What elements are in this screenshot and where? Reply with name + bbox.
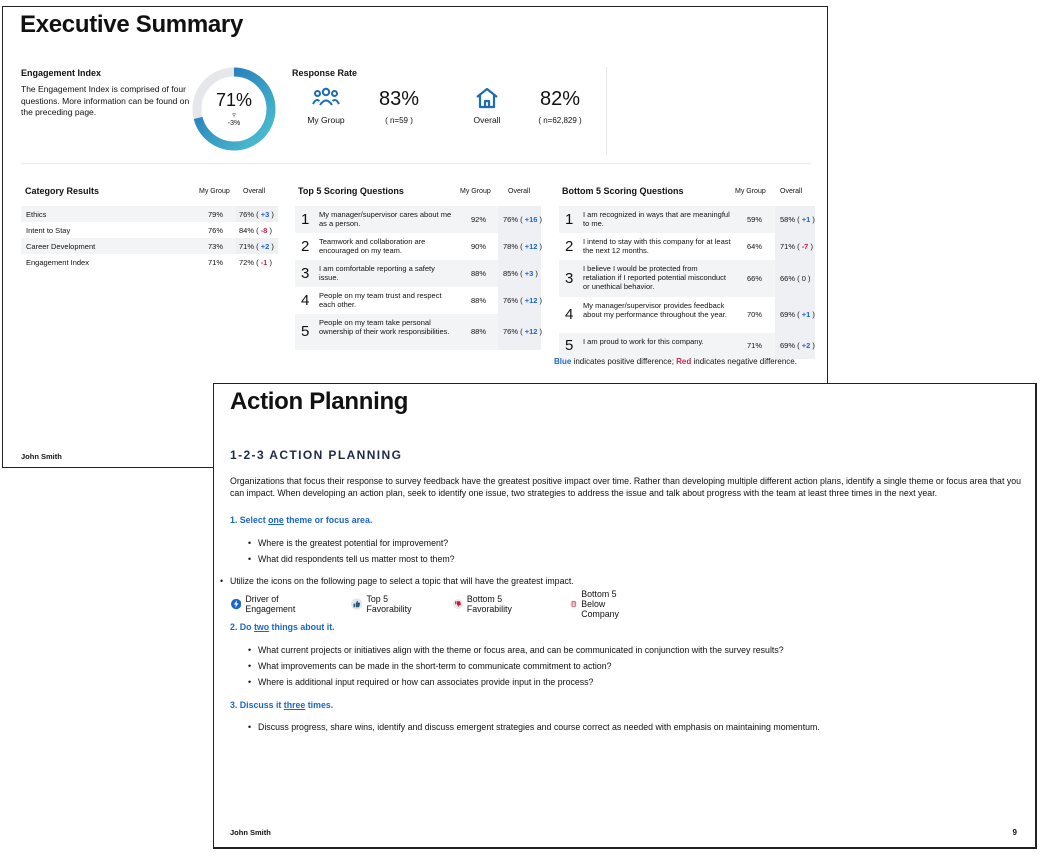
legend-red: Red [676,357,692,366]
lightning-icon [231,596,241,612]
row-label: Ethics [26,210,47,219]
question-number: 4 [301,291,310,309]
table-row [295,287,541,314]
table-row [295,233,541,260]
group-value: 70% [747,310,763,319]
home-icon [473,86,501,110]
question-text: My manager/supervisor provides feedback about my performance throughout the year. [583,301,727,319]
section-heading: 1-2-3 ACTION PLANNING [230,448,403,462]
bottom5-heading: Bottom 5 Scoring Questions [562,186,684,196]
delta-value: +16 [524,214,538,224]
group-value: 76% [208,226,224,235]
table-row [295,206,541,233]
question-number: 3 [565,269,574,287]
overall-value: 72% ( -1 ) [239,258,272,267]
row-label: Career Development [26,242,96,251]
delta-value: +12 [524,327,538,336]
category-results-heading: Category Results [25,186,100,196]
legend-label: Top 5 Favorability [366,594,412,614]
question-text: My manager/supervisor cares about me as a person. [319,210,452,228]
divider [606,67,607,155]
legend-below-company [570,589,628,619]
category-results-table [21,185,278,275]
group-people-icon [312,86,340,110]
group-value: 88% [471,327,487,336]
step-1-heading: 1. Select one theme or focus area. [230,515,373,525]
group-value: 71% [208,258,224,267]
legend-label: Bottom 5 Favorability [466,594,512,614]
overall-value: 66% ( 0 ) [780,273,811,283]
delta-value: 0 [801,273,806,283]
overall-value: 76% ( +16 ) [503,214,543,224]
question-text: People on my team trust and respect each other. [319,291,442,309]
question-number: 1 [301,210,310,228]
legend-label: Driver of Engagement [245,594,296,614]
overall-value: 71% ( +2 ) [239,242,274,251]
engagement-index-description: The Engagement Index is comprised of four questions. More information can be found on the preceding page. [21,84,190,117]
list-item: • What improvements can be made in the short-term to communicate commitment to action? [258,661,612,671]
overall-response-rate: 82% [539,88,581,110]
engagement-index-heading: Engagement Index [21,68,102,78]
table-row [559,333,815,359]
group-value: 88% [471,295,487,305]
row-label: Intent to Stay [26,226,71,235]
overall-label: Overall [473,115,501,125]
delta-value: -7 [801,241,809,251]
question-text: I intend to stay with this company for at least the next 12 months. [583,237,731,255]
response-rate-heading: Response Rate [292,68,358,78]
table-row [21,254,278,270]
overall-value: 76% ( +12 ) [503,327,543,336]
group-value: 59% [747,214,763,224]
table-row [21,206,278,222]
group-value: 88% [471,268,487,278]
question-text: People on my team take personal ownership of their work responsibilities. [319,318,450,336]
table-row [559,260,815,297]
overall-value: 69% ( +2 ) [780,341,815,350]
footer-name: John Smith [21,452,62,461]
group-value: 79% [208,210,224,219]
delta-value: +1 [801,214,811,224]
table-row [559,297,815,333]
top5-questions-table [295,185,541,355]
table-row [21,222,278,238]
overall-value: 71% ( -7 ) [780,241,813,251]
question-text: I am comfortable reporting a safety issue. [319,264,435,282]
legend-text: indicates negative difference. [691,357,797,366]
table-row [21,238,278,254]
color-legend [554,357,797,366]
overall-value: 58% ( +1 ) [780,214,815,224]
intro-paragraph: Organizations that focus their response to survey feedback have the greatest positive impact over time. Rather than developing multiple different action plans, identify a single theme or focus area that you can impact. When developing an action plan, seek to identify one issue, two strategies to address the issue and talk about progress with the team at least three times in the next year. [230,476,1022,498]
delta-value: +2 [801,341,811,350]
legend-top5 [351,596,416,612]
delta-value: +3 [260,210,270,219]
table-row [559,233,815,260]
overall-value: 69% ( +1 ) [780,310,815,319]
step-2-heading: 2. Do two things about it. [230,622,335,632]
group-value: 73% [208,242,224,251]
my-group-response-rate: 83% [378,88,420,110]
group-value: 66% [747,273,763,283]
column-overall: Overall [508,188,531,195]
column-my-group: My Group [199,188,230,195]
delta-value: +12 [524,295,538,305]
bottom5-questions-table [559,185,815,355]
engagement-delta: -3% [227,120,241,127]
overall-value: 84% ( -8 ) [239,226,272,235]
action-planning-page [213,383,1037,849]
group-value: 92% [471,214,487,224]
page-title: Action Planning [230,388,409,415]
question-number: 1 [565,210,574,228]
my-group-n: ( n=59 ) [385,116,413,125]
question-text: I am recognized in ways that are meaningful to me. [583,210,730,228]
engagement-value: 71% [215,90,253,110]
my-group-label: My Group [307,115,345,125]
delta-value: +2 [260,242,270,251]
column-overall: Overall [243,188,266,195]
column-my-group: My Group [735,188,766,195]
question-number: 4 [565,306,574,323]
question-text: I am proud to work for this company. [583,337,704,346]
question-text: I believe I would be protected from retaliation if I reported potential misconduct or unethical behavior. [583,264,726,291]
question-number: 5 [301,323,310,340]
overall-value: 76% ( +3 ) [239,210,274,219]
group-value: 64% [747,241,763,251]
question-text: Teamwork and collaboration are encouraged on my team. [319,237,426,255]
group-value: 90% [471,241,487,251]
group-value: 71% [747,341,763,350]
list-item: • What current projects or initiatives align with the theme or focus area, and can be communicated in conjunction with the survey results? [258,645,784,655]
delta-value: +12 [524,241,538,251]
question-number: 2 [301,237,310,255]
table-row [295,314,541,350]
row-label: Engagement Index [26,258,89,267]
utilize-text: • Utilize the icons on the following page to select a topic that will have the greatest impact. [230,576,574,586]
list-item: • Discuss progress, share wins, identify and discuss emergent strategies and course correct as needed with emphasis on maintaining momentum. [258,722,820,732]
page-title: Executive Summary [20,11,244,38]
legend-bottom5 [453,596,518,612]
overall-value: 78% ( +12 ) [503,241,543,251]
footer-name: John Smith [230,828,271,837]
delta-value: +1 [801,310,811,319]
legend-text: indicates positive difference; [571,357,677,366]
table-row [559,206,815,233]
delta-value: -8 [260,226,268,235]
list-item: • What did respondents tell us matter most to them? [258,554,455,564]
delta-value: -1 [260,258,268,267]
divider [21,163,811,164]
legend-driver [231,596,301,612]
top5-heading: Top 5 Scoring Questions [298,186,404,196]
down-arrow-icon: ▿ [232,112,236,119]
column-overall: Overall [780,188,803,195]
legend-label: Bottom 5 Below Company [581,589,619,619]
question-number: 3 [301,264,310,282]
overall-n: ( n=62,829 ) [538,116,582,125]
thumbs-up-icon [351,596,362,612]
delta-value: +3 [524,268,534,278]
list-item: • Where is the greatest potential for improvement? [258,538,448,548]
page-number: 9 [1012,828,1017,837]
question-number: 5 [565,337,574,354]
building-icon [570,596,577,612]
overall-value: 85% ( +3 ) [503,268,538,278]
table-row [295,260,541,287]
list-item: • Where is additional input required or how can associates provide input in the process? [258,677,593,687]
column-my-group: My Group [460,188,491,195]
step-3-heading: 3. Discuss it three times. [230,700,334,710]
question-number: 2 [565,237,574,255]
thumbs-down-icon [453,596,463,612]
overall-value: 76% ( +12 ) [503,295,543,305]
legend-blue: Blue [554,357,572,366]
